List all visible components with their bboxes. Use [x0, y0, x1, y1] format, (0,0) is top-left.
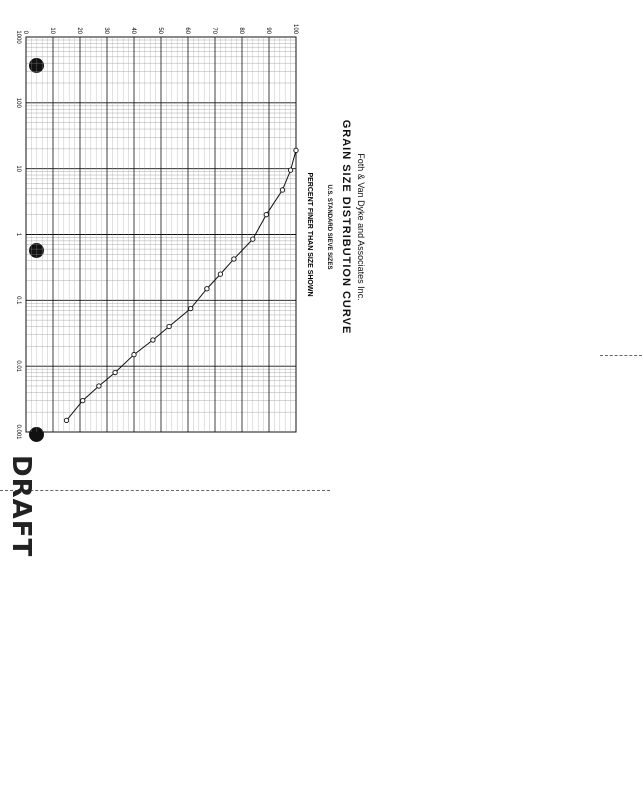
data-point: [167, 324, 171, 328]
x-tick-label: 0.1: [15, 296, 21, 305]
y-tick-label: 20: [76, 27, 82, 34]
data-point: [218, 272, 222, 276]
data-point: [64, 418, 68, 422]
data-point: [288, 168, 292, 172]
y-tick-label: 50: [157, 27, 163, 34]
y-tick-label: 80: [238, 27, 244, 34]
y-tick-label: 60: [184, 27, 190, 34]
y-tick-label: 70: [211, 27, 217, 34]
grain-size-chart: [2, 7, 318, 447]
data-point: [280, 188, 284, 192]
data-point: [97, 384, 101, 388]
data-point: [232, 257, 236, 261]
x-tick-label: 0.001: [15, 424, 21, 440]
x-tick-label: 1000: [15, 30, 21, 44]
y-tick-label: 90: [265, 27, 271, 34]
grain-size-form: [0, 7, 370, 447]
data-point: [264, 212, 268, 216]
y-tick-label: 100: [292, 23, 298, 34]
x-tick-label: 0.01: [15, 360, 21, 373]
scan-artifact-line: [600, 355, 642, 356]
y-tick-label: 40: [130, 27, 136, 34]
data-point: [132, 352, 136, 356]
draft-stamp: DRAFT: [6, 455, 36, 558]
company-name: Foth & Van Dyke and Associates Inc.: [356, 153, 366, 301]
data-point: [113, 370, 117, 374]
y-tick-label: 30: [103, 27, 109, 34]
gradation-curve: [67, 150, 297, 420]
data-point: [205, 287, 209, 291]
data-point: [251, 237, 255, 241]
data-point: [81, 398, 85, 402]
form-title: GRAIN SIZE DISTRIBUTION CURVE: [340, 119, 352, 335]
data-point: [294, 148, 298, 152]
x-tick-label: 100: [15, 97, 21, 108]
data-point: [151, 338, 155, 342]
y-tick-label: 10: [49, 27, 55, 34]
x-tick-label: 1: [15, 232, 21, 237]
chart-title: PERCENT FINER THAN SIZE SHOWN: [306, 172, 313, 297]
y-tick-label: 0: [22, 30, 28, 34]
data-point: [189, 306, 193, 310]
sieve-sizes-label: U.S. STANDARD SIEVE SIZES: [326, 184, 332, 270]
x-tick-label: 10: [15, 165, 21, 173]
scan-artifact-line: [0, 490, 330, 491]
